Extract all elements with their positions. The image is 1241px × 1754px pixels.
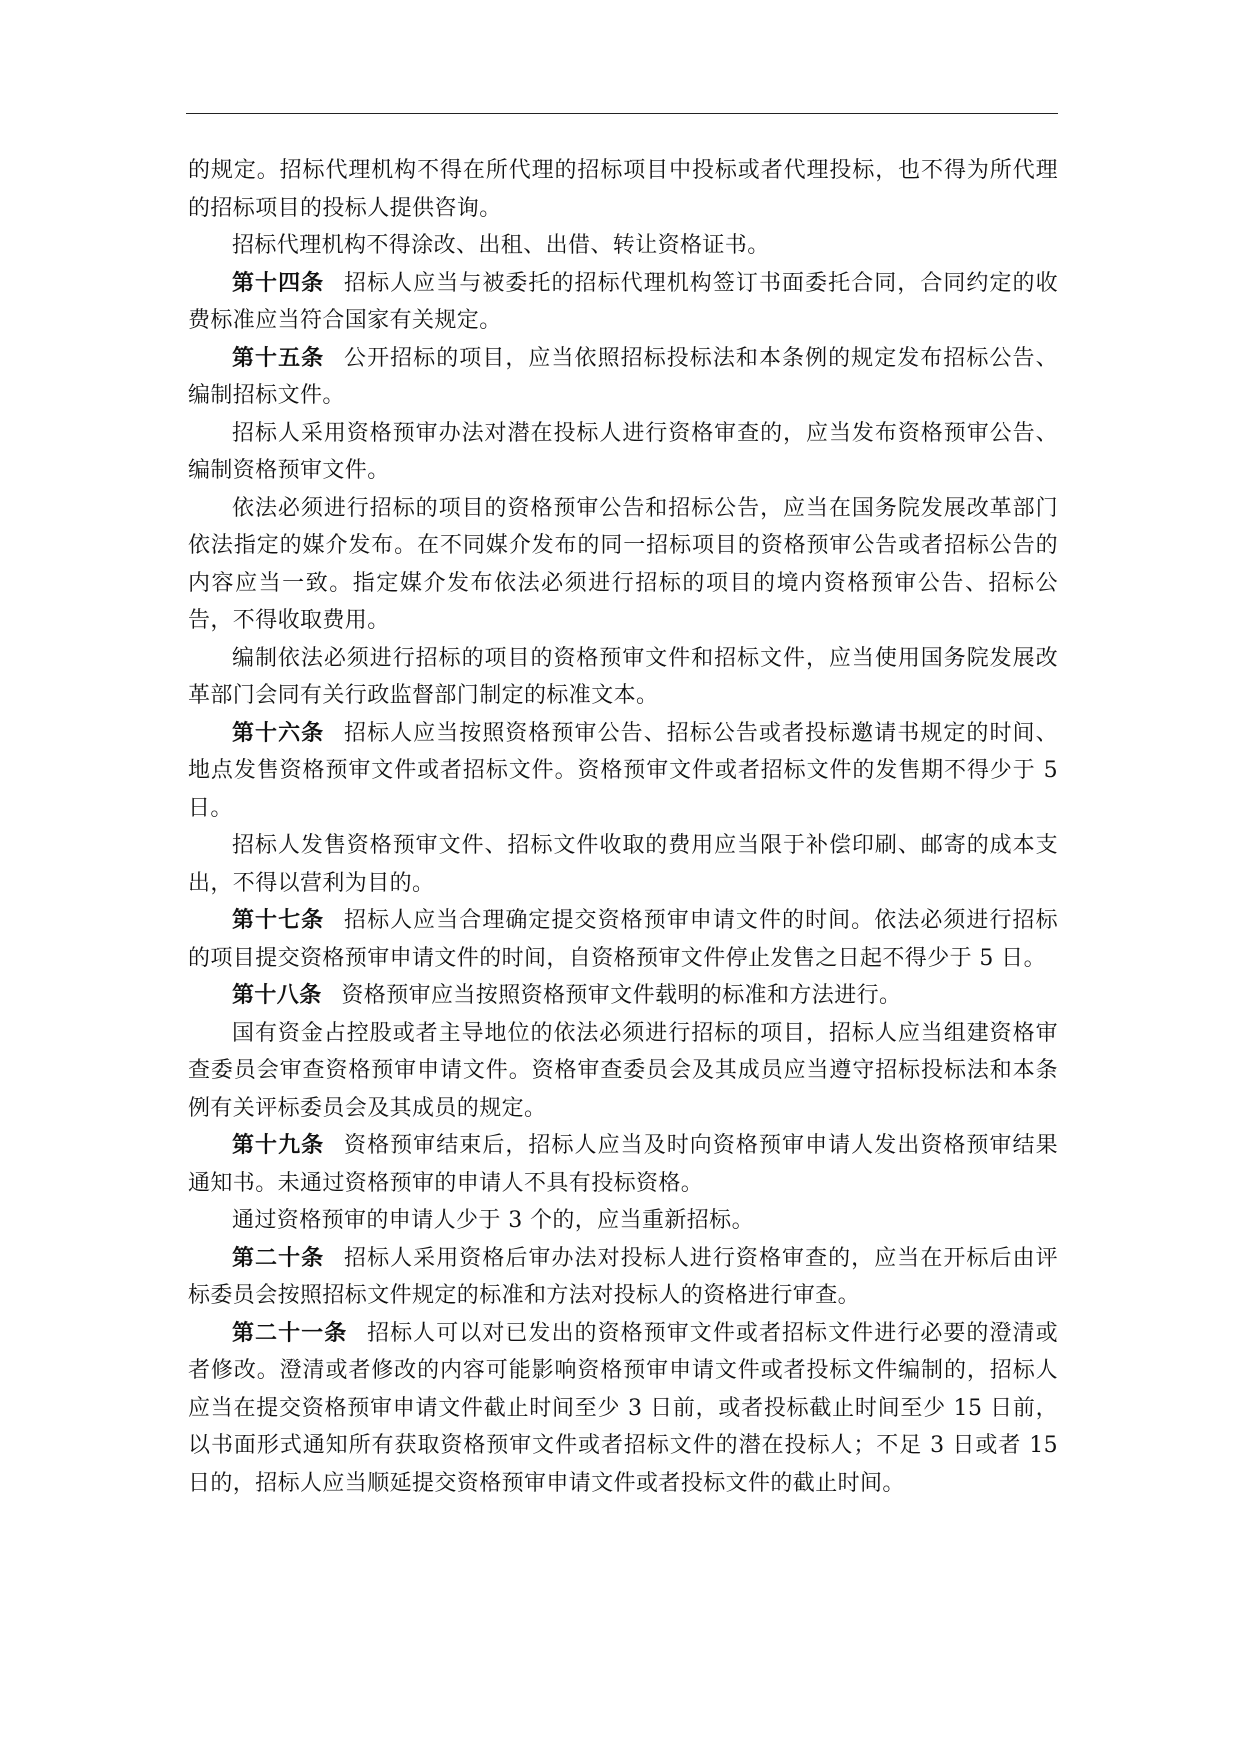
body-paragraph	[188, 827, 1058, 902]
paragraph-text: 招标人可以对已发出的资格预审文件或者招标文件进行必要的澄清或者修改。澄清或者修改的内容可能影响资格预审申请文件或者投标文件编制的，招标人应当在提交资格预审申请文件截止时间至少 3 日前，或者投标截止时间至少 15 日前，以书面形式通知所有获取资格预审文件或者招标文件的潜在投标人；不足 3 日或者 15 日的，招标人应当顺延提交资格预审申请文件或者投标文件的截止时间。	[188, 1320, 1058, 1496]
article-number: 第二十条	[232, 1245, 325, 1271]
paragraph-text: 通过资格预审的申请人少于 3 个的，应当重新招标。	[232, 1208, 754, 1233]
article-number: 第十四条	[232, 270, 325, 296]
paragraph-text: 公开招标的项目，应当依照招标投标法和本条例的规定发布招标公告、编制招标文件。	[188, 345, 1058, 408]
paragraph-text: 资格预审结束后，招标人应当及时向资格预审申请人发出资格预审结果通知书。未通过资格预审的申请人不具有投标资格。	[188, 1133, 1058, 1196]
paragraph-text: 招标人采用资格后审办法对投标人进行资格审查的，应当在开标后由评标委员会按照招标文件规定的标准和方法对投标人的资格进行审查。	[188, 1245, 1058, 1308]
article-number: 第十七条	[232, 908, 325, 933]
article-paragraph	[188, 715, 1058, 828]
body-paragraph	[188, 1015, 1058, 1128]
body-paragraph	[188, 1202, 1058, 1240]
article-paragraph	[188, 977, 1058, 1015]
article-number: 第十六条	[232, 720, 325, 746]
body-paragraph	[188, 415, 1058, 490]
article-paragraph	[188, 902, 1058, 977]
paragraph-text: 招标人应当合理确定提交资格预审申请文件的时间。依法必须进行招标的项目提交资格预审申请文件的时间，自资格预审文件停止发售之日起不得少于 5 日。	[188, 908, 1058, 971]
article-paragraph	[188, 340, 1058, 415]
paragraph-text: 招标人应当与被委托的招标代理机构签订书面委托合同，合同约定的收费标准应当符合国家有关规定。	[188, 270, 1058, 333]
article-paragraph	[188, 265, 1058, 340]
paragraph-text: 招标人采用资格预审办法对潜在投标人进行资格审查的，应当发布资格预审公告、编制资格预审文件。	[188, 420, 1058, 483]
paragraph-text: 国有资金占控股或者主导地位的依法必须进行招标的项目，招标人应当组建资格审查委员会审查资格预审申请文件。资格审查委员会及其成员应当遵守招标投标法和本条例有关评标委员会及其成员的规定。	[188, 1020, 1058, 1121]
article-number: 第二十一条	[232, 1320, 348, 1346]
paragraph-text: 编制依法必须进行招标的项目的资格预审文件和招标文件，应当使用国务院发展改革部门会同有关行政监督部门制定的标准文本。	[188, 645, 1058, 708]
body-paragraph	[188, 227, 1058, 265]
paragraph-text: 招标人发售资格预审文件、招标文件收取的费用应当限于补偿印刷、邮寄的成本支出，不得以营利为目的。	[188, 833, 1058, 896]
header-rule	[186, 113, 1058, 114]
paragraph-text: 依法必须进行招标的项目的资格预审公告和招标公告，应当在国务院发展改革部门依法指定的媒介发布。在不同媒介发布的同一招标项目的资格预审公告或者招标公告的内容应当一致。指定媒介发布依法必须进行招标的项目的境内资格预审公告、招标公告，不得收取费用。	[188, 495, 1058, 633]
body-paragraph	[188, 152, 1058, 227]
paragraph-text: 的规定。招标代理机构不得在所代理的招标项目中投标或者代理投标，也不得为所代理的招标项目的投标人提供咨询。	[188, 158, 1058, 221]
article-number: 第十九条	[232, 1133, 325, 1158]
document-body	[188, 152, 1058, 1502]
article-paragraph	[188, 1240, 1058, 1315]
paragraph-text: 招标代理机构不得涂改、出租、出借、转让资格证书。	[232, 233, 770, 258]
body-paragraph	[188, 640, 1058, 715]
article-paragraph	[188, 1315, 1058, 1503]
paragraph-text: 资格预审应当按照资格预审文件载明的标准和方法进行。	[341, 983, 902, 1008]
article-paragraph	[188, 1127, 1058, 1202]
article-number: 第十八条	[232, 983, 322, 1008]
body-paragraph	[188, 490, 1058, 640]
article-number: 第十五条	[232, 345, 325, 371]
paragraph-text: 招标人应当按照资格预审公告、招标公告或者投标邀请书规定的时间、地点发售资格预审文件或者招标文件。资格预审文件或者招标文件的发售期不得少于 5 日。	[188, 720, 1058, 821]
